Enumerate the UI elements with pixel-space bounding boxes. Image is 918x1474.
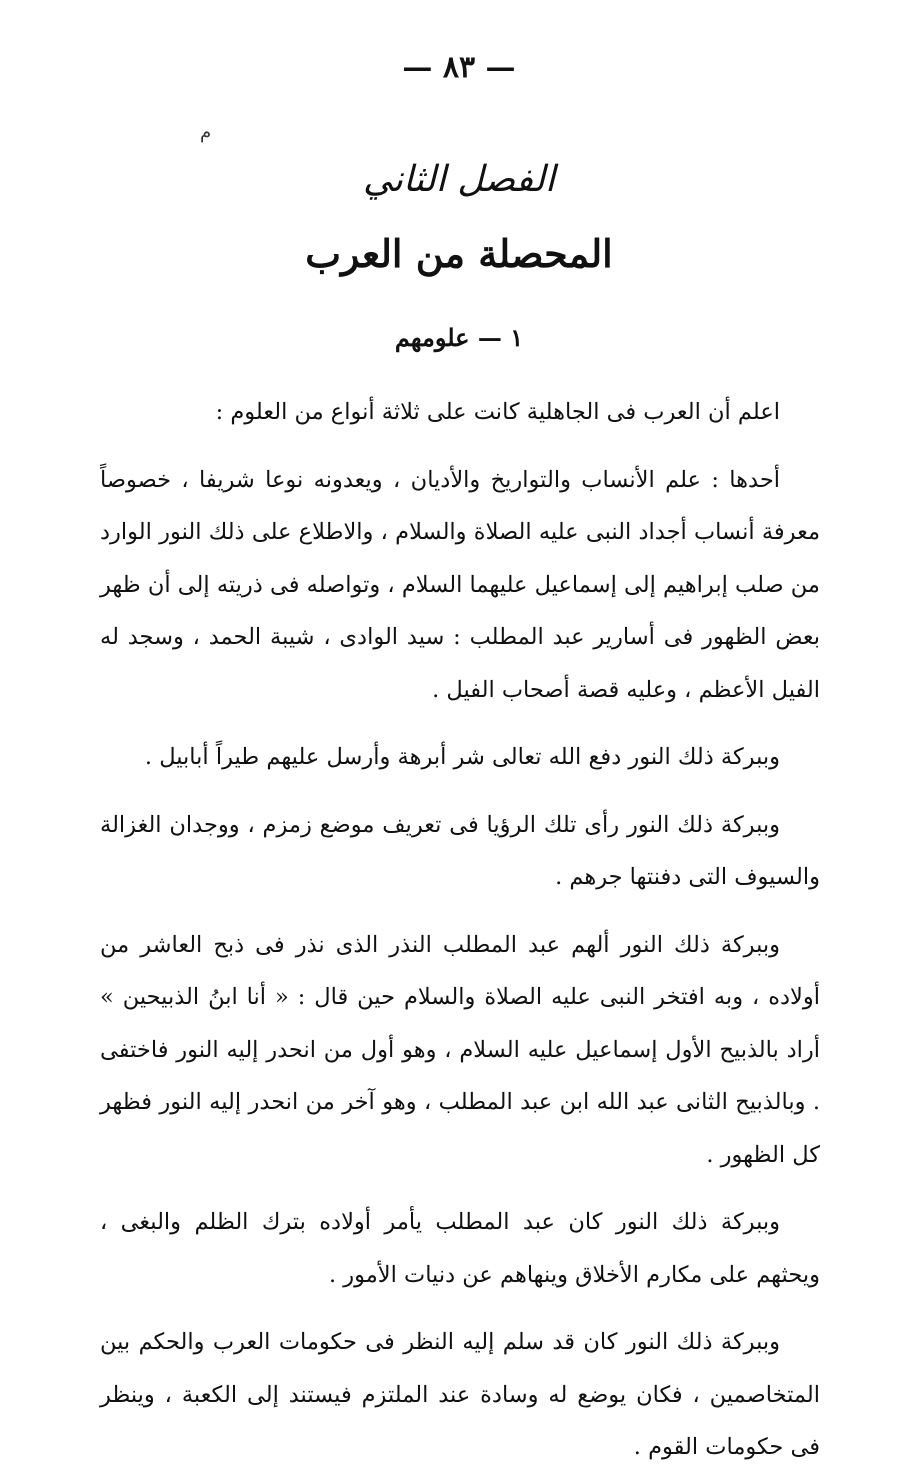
- margin-mark: م: [200, 122, 212, 143]
- paragraph: وببركة ذلك النور رأى تلك الرؤيا فى تعريف موضع زمزم ، ووجدان الغزالة والسيوف التى دفنتها جرهم .: [100, 811, 820, 890]
- paragraph: اعلم أن العرب فى الجاهلية كانت على ثلاثة أنواع من العلوم :: [215, 399, 780, 425]
- chapter-label: الفصل الثاني: [363, 159, 555, 200]
- section-heading: ١ — علومهم: [394, 323, 524, 352]
- paragraph: وببركة ذلك النور كان قد سلم إليه النظر فى حكومات العرب والحكم بين المتخاصمين ، فكان يوضع له وسادة عند الملتزم فيستند إلى الكعبة ، وينظر فى حكومات القوم .: [100, 1329, 820, 1460]
- chapter-title: المحصلة من العرب: [305, 231, 613, 276]
- paragraph: وببركة ذلك النور كان عبد المطلب يأمر أولاده بترك الظلم والبغى ، ويحثهم على مكارم الأخلاق وينهاهم عن دنيات الأمور .: [100, 1209, 820, 1288]
- page-number: — ٨٣ —: [402, 50, 516, 85]
- paragraph: وببركة ذلك النور ألهم عبد المطلب النذر الذى نذر فى ذبح العاشر من أولاده ، وبه افتخر النبى عليه الصلاة والسلام حين قال : « أنا ابنُ الذبيحين » أراد بالذبيح الأول إسماعيل عليه السلام ، وهو أول من انحدر إليه النور فاختفى . وبالذبيح الثانى عبد الله ابن عبد المطلب ، وهو آخر من انحدر إليه النور فظهر كل الظهور .: [100, 931, 820, 1168]
- paragraph: أحدها : علم الأنساب والتواريخ والأديان ، ويعدونه نوعا شريفا ، خصوصاً معرفة أنساب أجداد النبى عليه الصلاة والسلام ، والاطلاع على ذلك النور الوارد من صلب إبراهيم إلى إسماعيل عليهما السلام ، وتواصله فى ذريته إلى أن ظهر بعض الظهور فى أسارير عبد المطلب : سيد الوادى ، شيبة الحمد ، وسجد له الفيل الأعظم ، وعليه قصة أصحاب الفيل .: [100, 466, 820, 703]
- paragraph: وببركة ذلك النور دفع الله تعالى شر أبرهة وأرسل عليهم طيراً أبابيل .: [144, 744, 780, 770]
- body-text: [100, 386, 820, 1474]
